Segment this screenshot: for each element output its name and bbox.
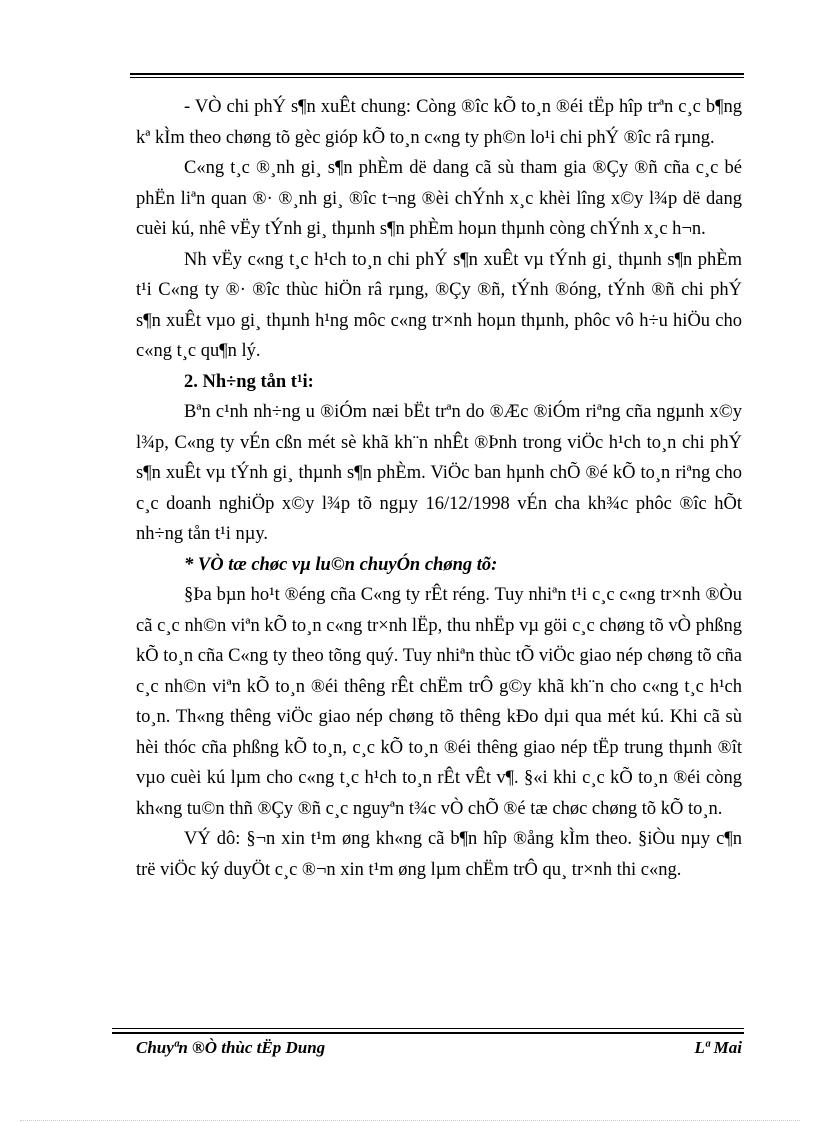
header-rule-thick — [130, 73, 744, 75]
subheading-document-flow: * VÒ tæ chøc vµ lu©n chuyÓn chøng tõ: — [184, 554, 498, 575]
paragraph-document-flow: §Þa bµn ho¹t ®éng cña C«ng ty rÊt réng. Tuy nhiªn t¹i c¸c c«ng tr×nh ®Òu cã c¸c nh©n viªn kÕ to¸n c«ng tr×nh lËp, thu nhËp vµ göi c¸c chøng tõ vÒ phßng kÕ to¸n cña C«ng ty theo tõng quý. Tuy nhiªn thùc tÕ viÖc giao nép chøng tõ cña c¸c nh©n viªn kÕ to¸n ®éi thêng rÊt chËm trÔ g©y khã kh¨n cho c«ng t¸c h¹ch to¸n. Th«ng thêng viÖc giao nép chøng tõ thêng kÐo dµi qua mét kú. Khi cã sù hèi thóc cña phßng kÕ to¸n, c¸c kÕ to¸n ®éi thêng giao nép tËp trung thµnh ®ît vµo cuèi kú lµm cho c«ng t¸c h¹ch to¸n rÊt vÊt v¶. §«i khi c¸c kÕ to¸n ®éi còng kh«ng tu©n thñ ®Çy ®ñ c¸c nguyªn t¾c vÒ chÕ ®é tæ chøc chøng tõ kÕ to¸n. — [136, 585, 742, 819]
paragraph-summary: Nh vËy c«ng t¸c h¹ch to¸n chi phÝ s¶n xuÊt vµ tÝnh gi¸ thµnh s¶n phÈm t¹i C«ng ty ®· ®îc thùc hiÖn râ rµng, ®Çy ®ñ, tÝnh ®óng, tÝnh ®ñ chi phÝ s¶n xuÊt vµo gi¸ thµnh h¹ng môc c«ng tr×nh hoµn thµnh, phôc vô h÷u hiÖu cho c«ng t¸c qu¶n lý. — [136, 249, 742, 361]
paragraph-general-costs: - VÒ chi phÝ s¶n xuÊt chung: Còng ®îc kÕ to¸n ®éi tËp hîp trªn c¸c b¶ng kª kÌm theo chøng tõ gèc gióp kÕ to¸n c«ng ty ph©n lo¹i chi phÝ ®îc râ rµng. — [136, 97, 742, 148]
footer-title: Chuyªn ®Ò thùc tËp Dung — [136, 1038, 326, 1057]
footer-author: Lª Mai — [694, 1038, 742, 1057]
header-rule-thin — [130, 77, 744, 78]
section-heading-shortcomings: 2. Nh÷ng tån t¹i: — [184, 371, 314, 392]
paragraph-wip-evaluation: C«ng t¸c ®¸nh gi¸ s¶n phÈm dë dang cã sù tham gia ®Çy ®ñ cña c¸c bé phËn liªn quan ®· ®¸nh gi¸ ®îc t¬ng ®èi chÝnh x¸c khèi lîng x©y l¾p dë dang cuèi kú, nhê vËy tÝnh gi¸ thµnh s¶n phÈm hoµn thµnh còng chÝnh x¸c h¬n. — [136, 158, 742, 239]
footer-rule-thick — [112, 1032, 744, 1034]
document-body — [136, 92, 742, 885]
paragraph-shortcomings: Bªn c¹nh nh÷ng u ®iÓm næi bËt trªn do ®Æc ®iÓm riªng cña ngµnh x©y l¾p, C«ng ty vÉn cßn mét sè khã kh¨n nhÊt ®Þnh trong viÖc h¹ch to¸n chi phÝ s¶n xuÊt vµ tÝnh gi¸ thµnh s¶n phÈm. ViÖc ban hµnh chÕ ®é kÕ to¸n riªng cho c¸c doanh nghiÖp x©y l¾p tõ ngµy 16/12/1998 vÉn cha kh¾c phôc ®îc hÕt nh÷ng tån t¹i nµy. — [136, 402, 742, 544]
paragraph-example: VÝ dô: §¬n xin t¹m øng kh«ng cã b¶n hîp ®ång kÌm theo. §iÒu nµy c¶n trë viÖc ký duyÖt c¸c ®¬n xin t¹m øng lµm chËm trÔ qu¸ tr×nh thi c«ng. — [136, 829, 742, 880]
page-bottom-border — [20, 1120, 800, 1121]
footer-rule-thin — [112, 1028, 744, 1029]
